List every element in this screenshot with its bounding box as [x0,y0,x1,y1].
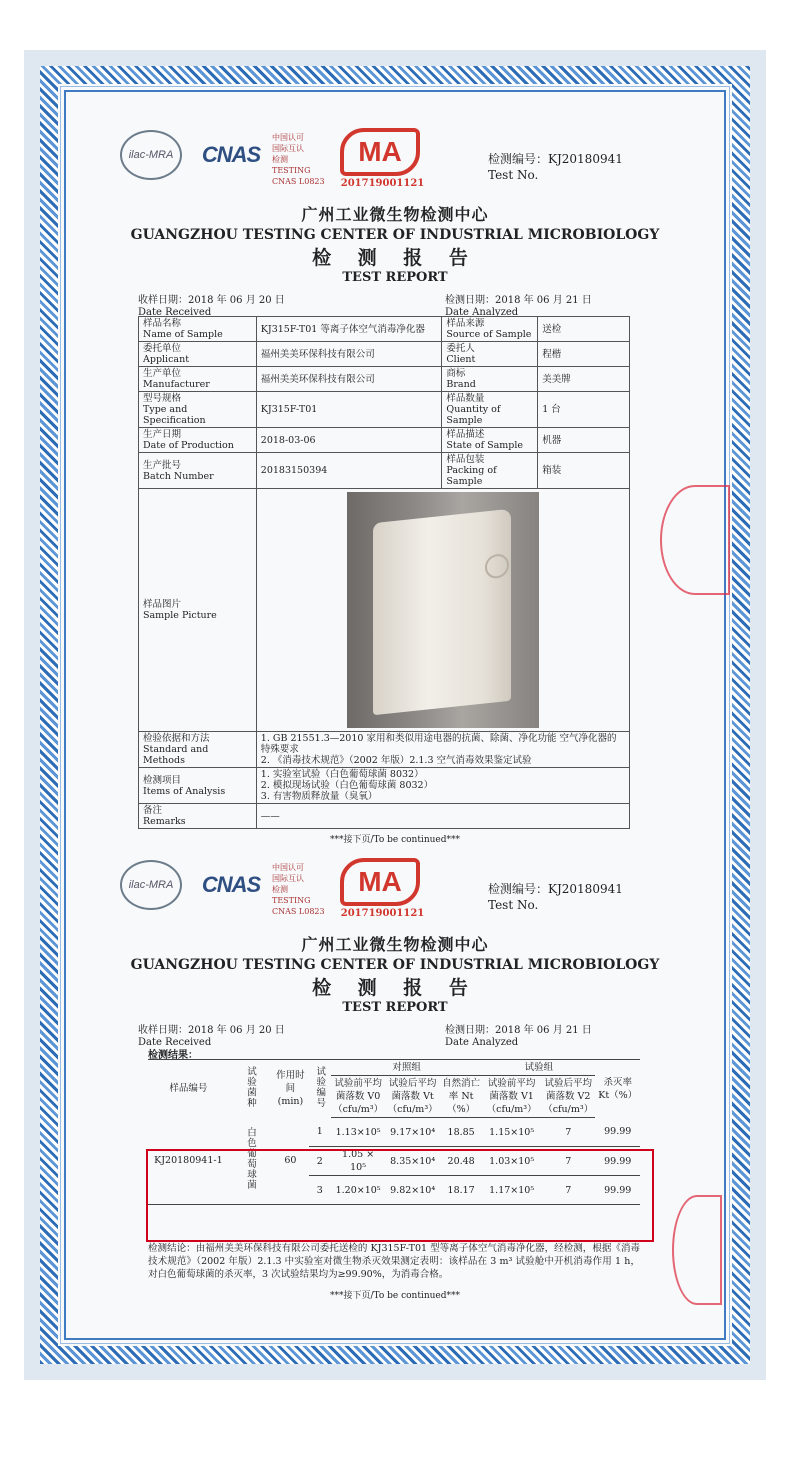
logo-row [90,110,700,200]
info-value: KJ315F-T01 [256,392,442,428]
items-row: 检测项目 Items of Analysis 1. 实验室试验（白色葡萄球菌 8032） 2. 模拟现场试验（白色葡萄球菌 8032） 3. 有害物质释放量（臭氧） [139,768,630,804]
date-received: 收样日期：2018 年 06 月 20 日 Date Received [138,1025,285,1048]
col-v0: 试验前平均菌落数 V0（cfu/m³） [331,1076,386,1118]
info-row [139,367,630,392]
cnas-accreditation-text: 中国认可 国际互认 检测 TESTING CNAS L0823 [272,133,325,186]
conclusion-text: 检测结论：由福州美美环保科技有限公司委托送检的 KJ315F-T01 型等离子体空气消毒净化器，经检测，根据《消毒技术规范》（2002 年版）2.1.3 中实验室对微生物杀灭效果测定表明：该样品在 3 m³ 试验舱中开机消毒作用 1 h，对白色葡萄球菌的杀灭率，3 次试验结果均为≥99.90%，为消毒合格。 [148,1243,640,1280]
info-value: 福州美美环保科技有限公司 [256,342,442,367]
cell-trial: 2 [309,1147,331,1176]
cell-nt: 20.48 [440,1147,482,1176]
cnas-logo: CNAS [201,142,261,167]
cell-trial: 3 [309,1176,331,1205]
sample-no-cell: KJ20180941-1 [148,1118,229,1205]
cma-logo: MA [340,128,420,176]
col-time: 作用时间(min) [272,1060,308,1118]
org-name-cn: 广州工业微生物检测中心 [301,205,489,224]
org-name-en: GUANGZHOU TESTING CENTER OF INDUSTRIAL MICROBIOLOGY [130,227,660,243]
results-heading: 检测结果： [148,1050,198,1061]
col-v1: 试验前平均菌落数 V1（cfu/m³） [482,1076,541,1118]
cnas-logo: CNAS [201,872,261,897]
info-label: 生产单位 Manufacturer [139,367,257,392]
report-page-1 [90,110,700,845]
info-label: 型号规格 Type and Specification [139,392,257,428]
cell-nt: 18.17 [440,1176,482,1205]
continued-note: ***接下页/To be continued*** [330,835,460,845]
info-label: 样品数量 Quantity of Sample [442,392,538,428]
air-purifier-image [373,509,511,716]
info-label: 生产批号 Batch Number [139,453,257,489]
methods-row: 检验依据和方法 Standard and Methods 1. GB 21551.3—2010 家用和类似用途电器的抗菌、除菌、净化功能 空气净化器的特殊要求 2. 《消毒技术规范》（2002 年版）2.1.3 空气消毒效果鉴定试验 [139,732,630,768]
cell-vt: 9.82×10⁴ [385,1176,440,1205]
info-value: 美美牌 [538,367,630,392]
cell-vt: 9.17×10⁴ [385,1118,440,1147]
info-label: 委托人 Client [442,342,538,367]
date-analyzed: 检测日期：2018 年 06 月 21 日 Date Analyzed [445,295,592,318]
report-title-cn: 检 测 报 告 [312,247,478,269]
cell-v2: 7 [541,1118,596,1147]
info-value: 程楷 [538,342,630,367]
cell-v0: 1.05 × 10⁵ [331,1147,386,1176]
cell-v0: 1.20×10⁵ [331,1176,386,1205]
info-value: 1 台 [538,392,630,428]
col-sample-no: 样品编号 [148,1060,229,1118]
info-value: 福州美美环保科技有限公司 [256,367,442,392]
cell-vt: 8.35×10⁴ [385,1147,440,1176]
test-group-header: 试验组 [482,1060,595,1076]
info-value: KJ315F-T01 等离子体空气消毒净化器 [256,317,442,342]
ilac-mra-logo: ilac-MRA [120,130,182,180]
highlight-box [146,1149,654,1242]
info-label: 样品包装 Packing of Sample [442,453,538,489]
cell-v1: 1.17×10⁵ [482,1176,541,1205]
info-value: 机器 [538,428,630,453]
bacteria-cell: 白色葡萄球菌 [229,1118,272,1205]
col-vt: 试验后平均菌落数 Vt（cfu/m³） [385,1076,440,1118]
cma-number: 201719001121 [340,908,425,919]
info-row [139,453,630,489]
org-name-cn: 广州工业微生物检测中心 [301,935,489,954]
info-value: 2018-03-06 [256,428,442,453]
sample-info-table [138,316,630,829]
info-label: 生产日期 Date of Production [139,428,257,453]
cma-logo: MA [340,858,420,906]
col-kt: 杀灭率 Kt（%） [595,1060,640,1118]
info-label: 样品描述 State of Sample [442,428,538,453]
logo-row [90,840,700,930]
cell-v1: 1.15×10⁵ [482,1118,541,1147]
cell-nt: 18.85 [440,1118,482,1147]
report-title-en: TEST REPORT [342,1000,448,1015]
info-value: 箱装 [538,453,630,489]
info-label: 样品名称 Name of Sample [139,317,257,342]
test-number: 检测编号：KJ20180941 [488,152,623,166]
remarks-row: 备注 Remarks —— [139,804,630,829]
col-trial: 试验编号 [309,1060,331,1118]
info-label: 商标 Brand [442,367,538,392]
sample-photo [347,492,539,728]
cnas-accreditation-text: 中国认可 国际互认 检测 TESTING CNAS L0823 [272,863,325,916]
power-button-icon [485,553,509,580]
control-group-header: 对照组 [331,1060,483,1076]
cell-v2: 7 [541,1176,596,1205]
continued-note: ***接下页/To be continued*** [330,1291,460,1301]
cell-kt: 99.99 [595,1147,640,1176]
test-number-en: Test No. [488,168,539,182]
table-row [148,1118,640,1147]
col-v2: 试验后平均菌落数 V2（cfu/m³） [541,1076,596,1118]
cell-v2: 7 [541,1147,596,1176]
test-number: 检测编号：KJ20180941 [488,882,623,896]
info-row [139,428,630,453]
info-row [139,392,630,428]
col-nt: 自然消亡率 Nt（%） [440,1076,482,1118]
time-cell: 60 [272,1118,308,1205]
cma-number: 201719001121 [340,178,425,189]
org-name-en: GUANGZHOU TESTING CENTER OF INDUSTRIAL MICROBIOLOGY [130,957,660,973]
date-analyzed: 检测日期：2018 年 06 月 21 日 Date Analyzed [445,1025,592,1048]
report-title-en: TEST REPORT [342,270,448,285]
info-label: 样品来源 Source of Sample [442,317,538,342]
cell-v0: 1.13×10⁵ [331,1118,386,1147]
sample-picture-row: 样品图片 Sample Picture [139,489,630,732]
info-value: 送检 [538,317,630,342]
cell-trial: 1 [309,1118,331,1147]
info-row [139,317,630,342]
ilac-mra-logo: ilac-MRA [120,860,182,910]
test-number-en: Test No. [488,898,539,912]
cell-v1: 1.03×10⁵ [482,1147,541,1176]
info-label: 委托单位 Applicant [139,342,257,367]
cell-kt: 99.99 [595,1176,640,1205]
info-value: 20183150394 [256,453,442,489]
col-bacteria: 试验菌种 [229,1060,272,1118]
cell-kt: 99.99 [595,1118,640,1147]
date-received: 收样日期：2018 年 06 月 20 日 Date Received [138,295,285,318]
red-seal-fragment [660,485,730,595]
report-page-2 [90,840,700,1301]
report-title-cn: 检 测 报 告 [312,977,478,999]
info-row [139,342,630,367]
